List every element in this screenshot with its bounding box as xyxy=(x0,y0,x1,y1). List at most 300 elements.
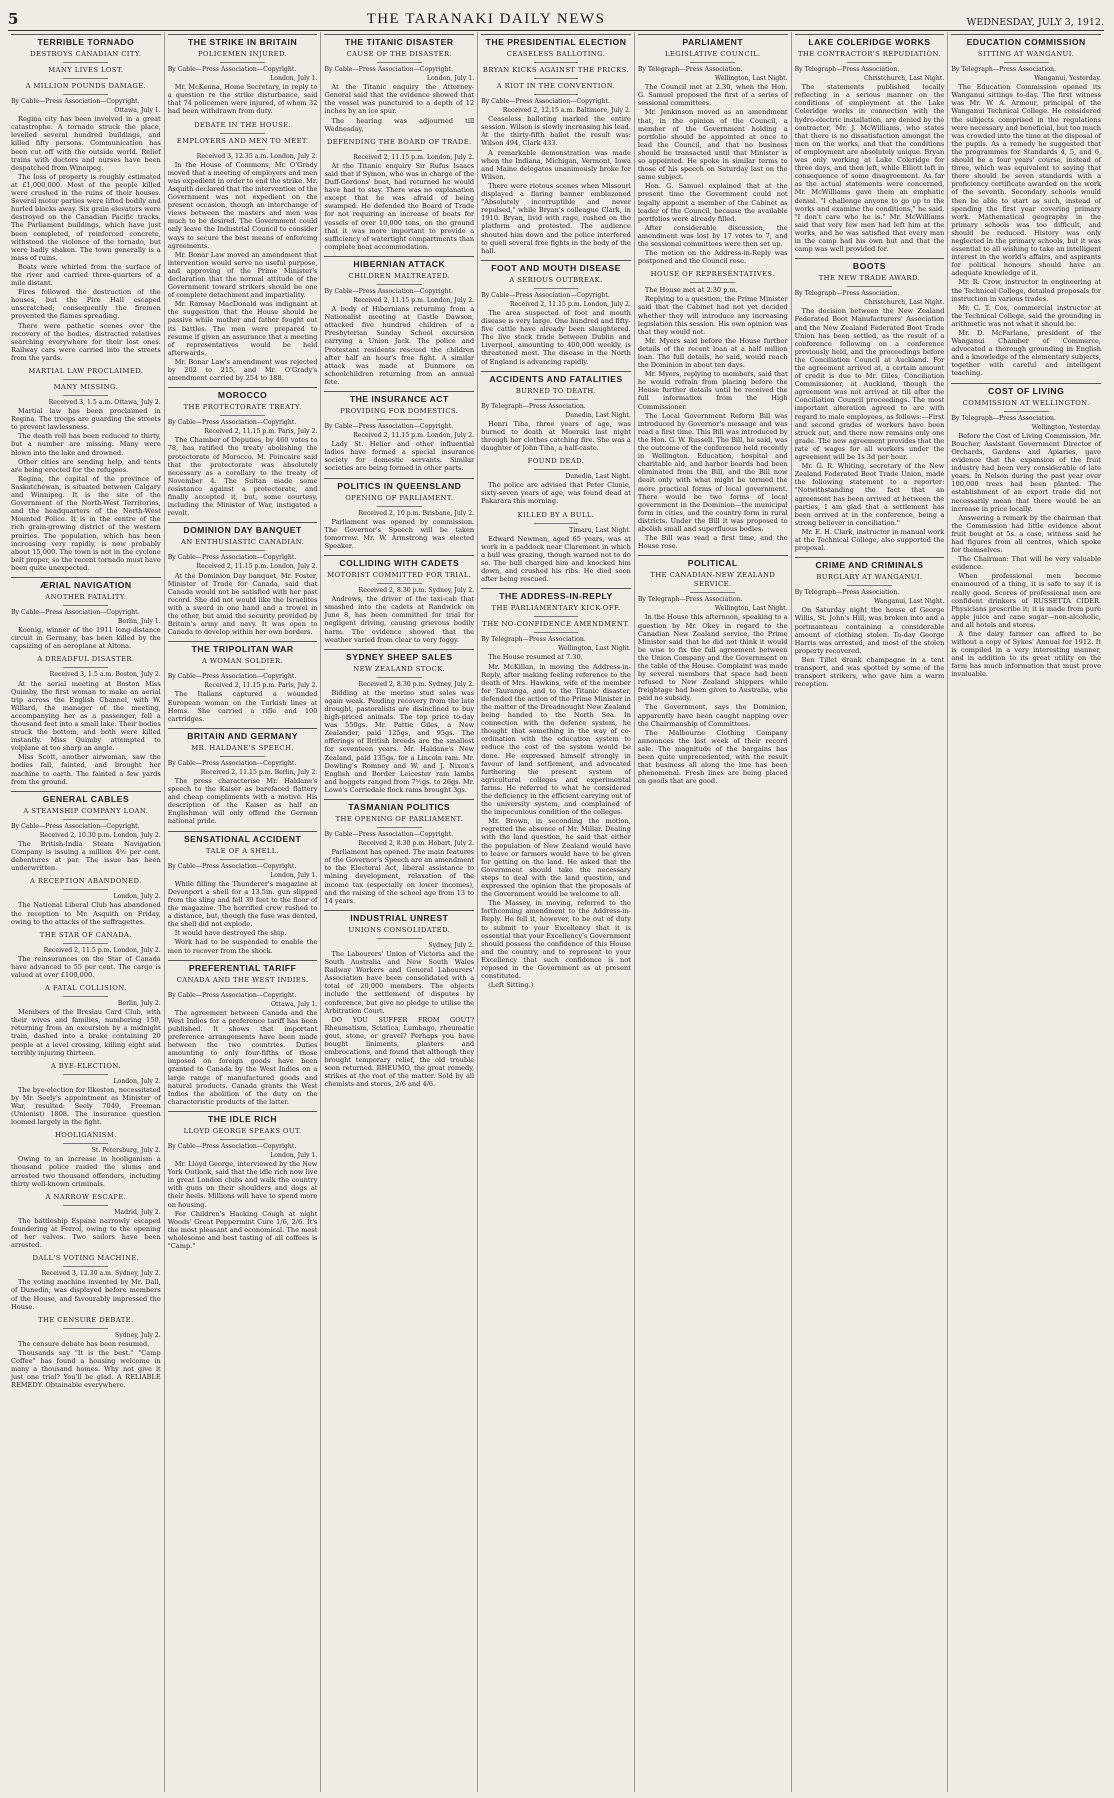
article-paragraph: Miss Scott, another airwoman, saw the bodies fall, fainted, and brought her machine to earth. The fainted a few yards from the ground. xyxy=(11,753,161,786)
article-credit: By Cable—Press Association—Copyright. xyxy=(324,287,454,295)
article xyxy=(795,258,945,552)
article-body xyxy=(324,518,474,550)
article xyxy=(11,655,161,785)
article-credit: By Cable—Press Association—Copyright. xyxy=(324,831,454,838)
article-subheading: MANY LIVES LOST. xyxy=(48,66,124,74)
article-paragraph: Parliament was opened by commission. The Governor's Speech will be taken tomorrow. Mr. W. Armstrong was elected Speaker. xyxy=(324,517,475,550)
column xyxy=(8,32,165,1792)
article xyxy=(11,1062,161,1127)
article-subheading: BRYAN KICKS AGAINST THE PRICKS. xyxy=(482,66,630,74)
article-credit: By Telegraph—Press Association. xyxy=(637,596,743,604)
sub-rule xyxy=(690,592,735,593)
article-dateline: Received 2, 11.5 p.m. London, July 2. xyxy=(43,946,161,954)
article-paragraph: The Chairman: That will be very valuable evidence. xyxy=(951,555,1102,572)
article-headline: ACCIDENTS AND FATALITIES xyxy=(489,373,623,384)
article-paragraph: Mr. G. R. Whiting, secretary of the New Zealand Federated Boot Trade Union, made the following statement to a reporter: "Notwithstanding the fact that an agreement has been arrived at between the parties, I am glad that a settlement has been arrived at in the conference, being a strong believer in conciliation." xyxy=(794,462,945,527)
article-body xyxy=(324,83,474,133)
column-rule xyxy=(951,34,1101,35)
article-paragraph: At the Dominion Day banquet, Mr. Foster, Minister of Trade for Canada, said that Canada would not be satisfied with her past record. She did not would like the Israelites with a sword in one hand and a trowel in the other, but amid the security provided by Britain's army and navy. It was open to Canada to develop within her own borders. xyxy=(167,571,318,637)
article-paragraph: When professional men become enamoured of a thing, it is safe to say it is really good. Scores of professional men are confident drinkers of RUSSETTA CIDER. Physicians prescribe it; it is made from pure apple juice and cane sugar—non-alcoholic, and all hotels and stores. xyxy=(951,572,1102,629)
article xyxy=(951,383,1101,679)
article-paragraph: The Massey, in moving, referred to the forthcoming amendment to the Address-in-Reply. He fell it, however, to be out of duty to submit to your Excellency that it is essential that your Excellency's Government should possess the confidence of this House and the country, and to represent to your Excellency that such confidence is not reposed in the Government as at present constituted. xyxy=(481,899,631,981)
article-headline: THE TRIPOLITAN WAR xyxy=(191,644,294,655)
article-paragraph: The death roll has been reduced to thirty, but a number are missing. Many were blown into the lake and drowned. xyxy=(11,432,161,457)
sub-rule xyxy=(63,605,108,606)
sub-rule xyxy=(63,78,108,79)
sub-rule xyxy=(377,827,422,828)
article-subheading: CAUSE OF THE DISASTER. xyxy=(346,50,453,58)
sub-rule xyxy=(534,632,579,633)
article-headline: SENSATIONAL ACCIDENT xyxy=(183,833,302,844)
article-headline: TASMANIAN POLITICS xyxy=(348,802,451,812)
article-dateline: Received 2, 8.30 p.m. Sydney, July 2. xyxy=(358,587,475,595)
article-body xyxy=(168,1009,318,1106)
article-body xyxy=(324,305,474,386)
article-paragraph: Regina, the capital of the province of Saskatchewan, is situated between Calgary and Winnipeg. It is the site of the Government of the North-West Territories, and the headquarters of the North-West Mounted Police. It is in the centre of the rich grain-growing district of the western prairies. The population, which has been increasing very rapidly, is now probably about 15,000. The town is not in the cyclone belt proper, so the recent tornado must have been quite unexpected. xyxy=(11,474,161,572)
article-subheading: THE NO-CONFIDENCE AMENDMENT. xyxy=(482,620,630,629)
sub-rule xyxy=(377,506,422,507)
article-paragraph: The Bill was read a first time, and the House rose. xyxy=(637,534,788,551)
article-subheading: THE OPENING OF PARLIAMENT. xyxy=(335,815,463,823)
article-paragraph: Replying to a question, the Prime Minister said that the Cabinet had not yet decided whether they will introduce any increasing legislation this session. His own opinion was that they would not. xyxy=(637,295,788,336)
sub-rule xyxy=(534,288,579,289)
article-paragraph: Bidding at the merino stud sales was again weak. Pending recovery from the late drought, pastoralists are disinclined to buy high-priced animals. The top price to-day was 550gs. Mr. Pattie Giles, a New Zealander, paid 125gs, and 95gs. The offerings of British breeds are the smallest for seventeen years. Mr. Haldane's New Zealand, paid 135gs. for a Lincoln ram. Mr. Dowling's Romney and W. and J. Nixon's English and Border Leicester ram lambs and hoggets ranged from 7½gs. to 26gs. Mr. Lowe's Corriedale flock rams brought 3gs. xyxy=(324,688,475,794)
article-paragraph: In the House of Commons, Mr. O'Grady moved that a meeting of employers and men was expedient in order to end the strike. Mr. Asquith declared that the intervention of the Government was not expedient on the present occasion, though an interchange of views between the masters and men was much to be desired. The Government could only leave the Industrial Council to consider ways to secure the best means of enforcing agreements. xyxy=(167,160,318,250)
column-rule xyxy=(481,371,631,372)
sub-rule xyxy=(63,395,108,396)
article xyxy=(11,1316,161,1390)
column-rule xyxy=(168,522,318,523)
sub-rule xyxy=(63,1328,108,1329)
article-dateline: Wellington, Last Night. xyxy=(714,605,788,613)
article-paragraph: Martial law has been proclaimed in Regina. The troops are guarding the streets to prevent lawlessness. xyxy=(11,407,161,432)
article-headline: DOMINION DAY BANQUET xyxy=(183,525,302,536)
article-paragraph: The agreement between Canada and the West Indies for a preference tariff has been published. It shows that important preference arrangements have been made between the two countries. Duties amounting to only four-fifths of those imposed on foreign goods have been granted to Canada by the West Indies on a large range of manufactured goods and natural products. Canada grants the West Indies the abolition of the duty on the characteristic products of the latter. xyxy=(167,1008,318,1106)
article-headline: LAKE COLERIDGE WORKS xyxy=(808,37,931,47)
article xyxy=(324,799,474,905)
article xyxy=(324,910,474,1089)
article-headline: EDUCATION COMMISSION xyxy=(966,37,1086,47)
article-subheading: NEW ZEALAND STOCK. xyxy=(353,664,446,673)
masthead xyxy=(8,6,1104,31)
article-body xyxy=(168,777,318,826)
article-paragraph: The bye-election for Ilkeston, necessitated by Mr. Seely's appointment as Minister of War, resulted: Seely 7049, Freeman (Unionist) 1808. The insurance question loomed largely in the fight. xyxy=(11,1085,161,1127)
article-paragraph: The House met at 2.30 p.m. xyxy=(644,286,738,295)
article-paragraph: At the aerial meeting at Boston Miss Quimby, the first woman to make an aerial trip across the English Channel, with W. Willard, the manager of the meeting, accompanying her as a passenger, fell a thousand feet into a small lake. Their bodies struck the bottom, and both were killed instantly. Miss Quimby attempted to volplane at too sharp an angle. xyxy=(11,679,161,753)
article-paragraph: The Italians captured a wounded European woman on the Turkish lines at Homs. She carried a rifle and 100 cartridges. xyxy=(167,690,318,723)
article xyxy=(795,34,945,253)
article-subheading: HOUSE OF REPRESENTATIVES. xyxy=(650,270,775,279)
article-credit: By Cable—Press Association—Copyright. xyxy=(11,822,140,830)
article-paragraph: Fires followed the destruction of the houses, but the Fire Hall escaped unscratched; consequently the firemen prevented the flames spreading. xyxy=(11,288,161,321)
article-body xyxy=(481,535,631,584)
article-headline: SYDNEY SHEEP SALES xyxy=(346,651,453,662)
sub-rule xyxy=(534,78,579,79)
article-subheading: DEFENDING THE BOARD OF TRADE. xyxy=(326,137,472,146)
column-rule xyxy=(168,831,318,832)
article-paragraph: Mr. E. H. Clark, instructor in manual work at the Technical College, also supported the proposal. xyxy=(794,527,945,553)
column-rule xyxy=(168,728,318,729)
article-subheading: ANOTHER FATALITY. xyxy=(45,592,127,601)
article-body xyxy=(11,840,161,872)
article-dateline: London, July 1. xyxy=(270,75,318,83)
article-subheading: A DREADFUL DISASTER. xyxy=(37,655,135,664)
article xyxy=(795,557,945,688)
article-subheading: A RIOT IN THE CONVENTION. xyxy=(496,82,616,90)
article xyxy=(168,121,318,383)
article-subheading: MR. HALDANE'S SPEECH. xyxy=(191,743,294,752)
article-subheading: THE PARLIAMENTARY KICK-OFF. xyxy=(491,604,621,613)
article-headline: ÆRIAL NAVIGATION xyxy=(40,579,132,590)
article-subheading: BURGLARY AT WANGANUI. xyxy=(816,573,923,582)
article-dateline: Received 3, 1.5 a.m. Ottawa, July 2. xyxy=(48,399,161,406)
article-paragraph: The press characterise Mr. Haldane's speech to the Kaiser as barefaced flattery and cheap compliments with a motive. His description of the Kaiser as half an Englishman will only offend the German national pride. xyxy=(167,777,318,826)
article-paragraph: The Malbourne Clothing Company announces the last week of their record sale. The magnitude of the bargains has been quite unprecedented, with the result that business all along the line has been phenomenal. Fresh lines are being placed on goods that are good. xyxy=(637,728,788,786)
column-rule xyxy=(324,649,474,650)
article xyxy=(11,1131,161,1187)
article-paragraph: The Chamber of Deputies, by 460 votes to 78, has ratified the treaty abolishing the protectorate of Morocco. M. Poincaire said that the protectorate was absolutely necessary as a corollary to the treaty of November 4. The Sultan made some resistance against a protectorate, and finally accepted it, but, some courtesy, including the Minister of War, instigated a revolt. xyxy=(167,436,318,518)
article-subheading: MANY MISSING. xyxy=(53,383,119,391)
article-subheading: AN ENTHUSIASTIC CANADIAN. xyxy=(180,538,305,547)
article-paragraph: The voting machine invented by Mr. Dall, of Dunedin, was displayed before members of the House, and favourably impressed the House. xyxy=(11,1278,161,1311)
article xyxy=(168,387,318,517)
article-credit: By Cable—Press Association—Copyright. xyxy=(481,98,610,105)
article-subheading: A MILLION POUNDS DAMAGE. xyxy=(25,82,147,90)
article-paragraph: Mr. R. Crow, instructor in engineering at the Technical College, detailed proposals for instruction in various trades. xyxy=(951,278,1102,303)
article-paragraph: Mr. Jenkinson moved as an amendment that, in the opinion of the Council, a member of the Government holding a portfolio should be appointed at once to lead the Council, and that no business should be transacted until that Minister is so appointed. He spoke in similar terms to those of his speech on Saturday last on the same subject. xyxy=(637,108,788,182)
sub-rule xyxy=(220,62,265,63)
sub-rule xyxy=(220,415,265,416)
article-subheading: CHILDREN MALTREATED. xyxy=(348,271,451,280)
article-headline: BOOTS xyxy=(852,261,886,272)
article-credit: By Cable—Press Association—Copyright. xyxy=(167,673,297,681)
column-rule xyxy=(481,260,631,261)
article-paragraph: The reinsurances on the Star of Canada have advanced to 55 per cent. The cargo is valued at over £100,000. xyxy=(11,954,161,979)
article xyxy=(324,391,474,473)
article xyxy=(481,260,631,366)
article-paragraph: Hon. G. Samuel explained that at the present time the Government could not legally appoint a member of the Cabinet as leader of the Council, because the available portfolios were already filled. xyxy=(637,182,788,223)
column xyxy=(165,32,322,1792)
article xyxy=(324,138,474,251)
column-rule xyxy=(795,557,945,558)
article-paragraph: Mr. Lloyd George, interviewed by the New York Outlook, said that the idle rich now live in great London clubs and walk the country with guns on their shoulders and dogs at their heels. Millions will have to spend more on housing. xyxy=(167,1160,318,1209)
article-subheading: OPENING OF PARLIAMENT. xyxy=(345,493,454,502)
article-body xyxy=(324,689,474,794)
article-dateline: London, July 1. xyxy=(426,75,475,83)
article-paragraph: Lady St. Helier and other influential ladies have formed a special insurance society for domestic servants. Similar societies are being formed in other parts. xyxy=(324,440,475,473)
column-rule xyxy=(951,383,1101,384)
article-paragraph: Parliament has opened. The main features of the Governor's Speech are an amendment to the Electoral Act, liberal assistance to mining development, relaxation of the income tax (especially on lower incomes), and the raising of the school age from 13 to 14 years. xyxy=(324,848,475,905)
sub-rule xyxy=(220,550,265,551)
column xyxy=(321,32,478,1792)
article-paragraph: On Saturday night the house of George Willis, St. John's Hill, was broken into and a portmanteau containing a considerable amount of clothing stolen. To-day George Harris was arrested, and most of the stolen property recovered. xyxy=(794,606,945,655)
article-credit: By Cable—Press Association—Copyright. xyxy=(167,419,297,427)
article-paragraph: Mr. McKillan, in moving the Address-in-Reply, after making feeling reference to the death of Mrs. Hawkins, wife of the member for Tauranga, and to the Titanic disaster, defended the action of the Prime Minister in the matter of the Dreadnought New Zealand being handed to the North Sea. In connection with the defence system, he thought that something in the way of co-ordination with the education system to reduce the cost of the system would be done. He expressed himself strongly in favour of land settlement, and advocated furthering the present system of agricultural colleges and experimental farms. He referred to what he considered the deficiency in the efficient carrying out of the university system, and complained of the impecunious condition of the colleges. xyxy=(481,662,631,817)
article-credit: By Cable—Press Association—Copyright. xyxy=(167,554,297,562)
sub-rule xyxy=(534,469,579,470)
article-subheading: POLICEMEN INJURED. xyxy=(197,50,288,58)
article-dateline: Christchurch, Last Night. xyxy=(863,75,945,83)
article-dateline: Wanganui, Last Night. xyxy=(874,598,945,606)
article-subheading: A SERIOUS OUTBREAK. xyxy=(509,275,603,284)
sub-rule xyxy=(377,419,422,420)
article xyxy=(168,728,318,826)
article-paragraph: The area suspected of foot and mouth disease is very large. One hundred and fifty-five cattle have already been slaughtered. The live stock trade between Dublin and Liverpool, amounting to 400,000 weekly, is threatened most. The disease in the North of England is advancing rapidly. xyxy=(481,308,631,366)
article-dateline: Wanganui, Yesterday. xyxy=(1034,75,1102,83)
article-headline: POLITICS IN QUEENSLAND xyxy=(337,480,462,491)
article-paragraph: Before the Cost of Living Commission, Mr. Boucher, Assistant Government Director of Orchards, Gardens and Apiaries, gave evidence that the expansion of the fruit industry had been very considerable of late years. In Nelson during the past year over 100,000 trees had been planted. The establishment of an export trade did not necessarily mean that there would be an increase in price locally. xyxy=(951,431,1102,513)
article-headline: THE INSURANCE ACT xyxy=(349,394,449,404)
column-rule xyxy=(481,34,631,35)
article-body xyxy=(481,115,631,255)
article-subheading: THE NEW TRADE AWARD. xyxy=(818,274,921,283)
article-credit: By Cable—Press Association—Copyright. xyxy=(167,1142,297,1150)
article-dateline: Received 2, 11.15 p.m. London, July 2. xyxy=(509,300,631,308)
article-subheading: A RECEPTION ABANDONED. xyxy=(30,877,142,886)
article-body xyxy=(795,606,945,688)
sub-rule xyxy=(534,94,579,95)
article-dateline: Dunedin, Last Night. xyxy=(565,411,631,419)
issue-date: WEDNESDAY, JULY 3, 1912. xyxy=(966,17,1104,28)
article-body xyxy=(11,1340,161,1390)
article-paragraph: There were pathetic scenes over the recovery of the bodies, distracted relatives searching everywhere for their lost ones. Railway cars were carried into the streets from the yards. xyxy=(11,321,161,362)
article-dateline: Received 2, 11.15 p.m. Paris, July 2. xyxy=(204,428,318,436)
article-credit: By Telegraph—Press Association. xyxy=(637,66,743,73)
article-headline: COLLIDING WITH CADETS xyxy=(339,558,460,569)
article-subheading: FOUND DEAD. xyxy=(527,457,585,466)
article xyxy=(11,1254,161,1310)
article-paragraph: A body of Hibernians returning from a Nationalist meeting at Castle Dawson, attacked five hundred children of a Presbyterian Sunday School excursion carrying a Union Jack. The police and Protestant residents rescued the children after half an hour's free fight. A similar attack was made at Dunmore on schoolchildren returning from an annual fete. xyxy=(324,305,475,386)
article-paragraph: For Children's Hacking Cough at night Woods' Great Peppermint Cure 1/6, 2/6. It's the most pleasant and economical. The most wholesome and best tasting of all coffees is "Camp." xyxy=(167,1209,318,1251)
article-paragraph: The National Liberal Club has abandoned the reception to Mr. Asquith on Friday, owing to the attacks of the suffragettes. xyxy=(11,901,161,926)
article-paragraph: The police are advised that Peter Clunie, sixty-seven years of age, was found dead at Pakarara this morning. xyxy=(481,481,631,506)
article-headline: PARLIAMENT xyxy=(682,37,744,47)
sub-rule xyxy=(534,523,579,524)
article-body xyxy=(11,680,161,786)
article-subheading: KILLED BY A BULL. xyxy=(517,510,595,519)
article xyxy=(168,831,318,955)
article-subheading: A BYE-ELECTION. xyxy=(50,1061,121,1070)
article xyxy=(481,511,631,584)
article-headline: THE TITANIC DISASTER xyxy=(344,37,454,47)
article-body xyxy=(481,481,631,505)
article-subheading: SITTING AT WANGANUI. xyxy=(977,50,1075,58)
article-body xyxy=(481,653,631,989)
article-subheading: UNIONS CONSOLIDATED. xyxy=(348,925,451,934)
article-dateline: Ottawa, July 1. xyxy=(114,107,161,115)
article-body xyxy=(11,955,161,979)
article xyxy=(481,371,631,453)
sub-rule xyxy=(63,62,108,63)
article-paragraph: (Left Sitting.) xyxy=(488,981,534,990)
article-paragraph: Henri Tiha, three years of age, was burned to death at Moeraki last night through her clothes catching fire. She was a daughter of John Tiha, a half-caste. xyxy=(481,419,631,453)
article-body xyxy=(481,309,631,366)
article-subheading: THE CENSURE DEBATE. xyxy=(38,1315,134,1324)
article-paragraph: The Education Commission opened its Wanganui sittings to-day. The first witness was Mr. W. A. Armour, principal of the Wanganui Technical College. He considered the subjects comprised in the regulations were necessary and beneficial, but too much was crowded into the time at the disposal of the pupils. As a remedy he suggested that the programmes for Standards 4, 5, and 6, should be a four years' course, instead of three, which was equivalent to saying that there should be seven standards with a proficiency certificate awarded on the work of the seventh. Secondary schools would then be able to start as such, instead of spending the first year covering primary work. Mathematical geography in the primary schools was too difficult, and should be reduced. History was only neglected in the primary schools, but it was essential to all wishing to take an intelligent interest in the world's affairs, and aspirants for political honours should have an adequate knowledge of it. xyxy=(951,83,1102,278)
article-headline: THE IDLE RICH xyxy=(208,1113,278,1124)
article-subheading: THE STAR OF CANADA. xyxy=(39,930,132,939)
sub-rule xyxy=(220,756,265,757)
article-dateline: Received 2, 12.15 a.m. Baltimore, July 2. xyxy=(502,107,631,115)
sub-rule xyxy=(220,859,265,860)
sub-rule xyxy=(63,996,108,997)
article-paragraph: The Labourers' Union of Victoria and the South Australia and New South Wales Railway Workers and General Labourers' Association have been consolidated with a total of 20,000 members. The objects include the settlement of disputes by conference, but give no pledge to utilise the Arbitration Court. xyxy=(324,949,475,1015)
article-dateline: Berlin, July 1. xyxy=(117,618,161,626)
article-paragraph: Ben Tillet drank champagne in a tent transport, and was spotted by some of the transport strikers, who gave him a warm reception. xyxy=(794,655,945,689)
column-rule xyxy=(168,34,318,35)
article-paragraph: Mr. D. McFarlane, president of the Wanganui Chamber of Commerce, advocated a thorough grounding in English and a knowledge of the elementary subjects, together with careful and intelligent teaching. xyxy=(951,329,1102,378)
article-paragraph: A remarkable demonstration was made when the Indiana, Michigan, Vermont, Iowa and Maine delegates unanimously broke for Wilson. xyxy=(481,148,631,181)
article-body xyxy=(324,162,474,251)
article-subheading: LLOYD GEORGE SPEAKS OUT. xyxy=(183,1126,302,1135)
article-paragraph: The House resumed at 7.30. xyxy=(488,653,583,662)
article-headline: POLITICAL xyxy=(687,558,738,569)
article-paragraph: Edward Newman, aged 65 years, was at work in a paddock near Claremont in which a bull was grazing, though warned not to do so. The bull charged him and knocked him down, and crushed his ribs. He died soon after being rescued. xyxy=(481,534,631,584)
page-number: 5 xyxy=(8,10,19,28)
article-paragraph: At the Titanic enquiry the Attorney-General said that the evidence showed that the vessel was punctured to a depth of 12 inches by an ice spur. xyxy=(324,83,475,116)
article-headline: COST OF LIVING xyxy=(988,385,1065,396)
article-credit: By Telegraph—Press Association. xyxy=(794,66,900,73)
sub-rule xyxy=(377,677,422,678)
sub-rule xyxy=(377,62,422,63)
article-paragraph: The Council met at 2.30, when the Hon. G. Samuel proposed the first of a series of sessional committees. xyxy=(637,83,788,108)
column-rule xyxy=(638,34,788,35)
article-dateline: Dunedin, Last Night. xyxy=(565,473,631,481)
article xyxy=(11,931,161,979)
article-subheading: EMPLOYERS AND MEN TO MEET. xyxy=(176,136,309,145)
column-rule xyxy=(324,910,474,911)
article-headline: CRIME AND CRIMINALS xyxy=(815,560,924,571)
article-paragraph: Ceaseless balloting marked the entire session. Wilson is slowly increasing his lead. At the thirty-fifth ballot the result was: Wilson 494, Clark 433. xyxy=(481,115,631,148)
article xyxy=(638,270,788,550)
column-rule xyxy=(638,555,788,556)
article xyxy=(11,791,161,873)
article-credit: By Cable—Press Association—Copyright. xyxy=(11,608,140,616)
sub-rule xyxy=(63,943,108,944)
article-subheading: A STEAMSHIP COMPANY LOAN. xyxy=(23,806,149,815)
article xyxy=(168,34,318,116)
article-headline: PREFERENTIAL TARIFF xyxy=(188,962,297,973)
article-body xyxy=(324,595,474,644)
article-body xyxy=(481,420,631,452)
article-headline: HIBERNIAN ATTACK xyxy=(353,258,446,269)
article-dateline: Received 2, 11.15 p.m. London, July 2. xyxy=(196,563,318,571)
article-credit: By Telegraph—Press Association. xyxy=(951,414,1056,422)
sub-rule xyxy=(220,133,265,134)
article-paragraph: Mr. McKenna, Home Secretary, in reply to a question re the strike disturbance, said that 74 policemen were injured, of whom 32 had been withdrawn from duty. xyxy=(167,83,318,116)
article-dateline: Received 2, 11.15 p.m. Berlin, July 2. xyxy=(200,768,318,776)
article-subheading: BURNED TO DEATH. xyxy=(515,386,597,395)
article-dateline: Received 3, 12.30 a.m. Sydney, July 2. xyxy=(41,1270,161,1278)
sub-rule xyxy=(1004,62,1049,63)
article-paragraph: The motion on the Address-in-Reply was postponed and the Council rose. xyxy=(637,249,788,266)
article-body xyxy=(638,83,788,265)
article-credit: By Cable—Press Association—Copyright. xyxy=(167,759,297,767)
sub-rule xyxy=(63,1266,108,1267)
article-dateline: London, July 1. xyxy=(270,1152,318,1159)
article-subheading: CANADA AND THE WEST INDIES. xyxy=(176,975,309,984)
column xyxy=(478,32,635,1792)
article-paragraph: The battleship Espana narrowly escaped foundering at Ferrol, owing to the opening of her valves. Two sailors have been arrested. xyxy=(11,1216,161,1250)
article xyxy=(638,555,788,785)
article-credit: By Telegraph—Press Association. xyxy=(794,290,900,298)
sub-rule xyxy=(63,379,108,380)
column-rule xyxy=(11,791,161,792)
article-body xyxy=(795,307,945,552)
column-rule xyxy=(324,256,474,257)
article-subheading: PROVIDING FOR DOMESTICS. xyxy=(340,407,459,415)
article-paragraph: A fine dairy farmer can afford to be without a copy of Sykes' Annual for 1912. It is compiled in a very interesting manner, and in addition to its great utility on the farm has much information that must prove invaluable. xyxy=(951,630,1102,679)
article-body xyxy=(11,1086,161,1126)
article xyxy=(11,984,161,1057)
article-body xyxy=(168,572,318,637)
column-rule xyxy=(168,960,318,961)
article-body xyxy=(951,83,1101,377)
column-rule xyxy=(168,387,318,388)
article-dateline: Wellington, Last Night. xyxy=(558,645,631,653)
article-credit: By Telegraph—Press Association. xyxy=(951,66,1056,73)
article-headline: TERRIBLE TORNADO xyxy=(37,37,135,47)
column-rule xyxy=(324,478,474,479)
article-subheading: DALL'S VOTING MACHINE. xyxy=(32,1254,140,1263)
article xyxy=(168,641,318,723)
article-dateline: Berlin, July 2. xyxy=(117,1000,161,1008)
article xyxy=(11,877,161,925)
article-paragraph: At the Titanic enquiry Sir Rufus Isaacs said that if Symon, who was in charge of the Duff-Gordons' boat, had returned he would have had to stay. There was no explanation except that he was afraid of being swamped. He defended the Board of Trade for not requiring an increase of boats for vessels of over 10,000 tons, on the ground that it was more important to provide a sufficiency of watertight compartments than complete boat accommodation. xyxy=(324,161,475,251)
article-paragraph: Mr. Bonar Law's amendment was rejected by 202 to 215, and Mr. O'Grady's amendment carried by 254 to 188. xyxy=(167,357,318,383)
article-subheading: THE CONTRACTOR'S REPUDIATION. xyxy=(797,50,941,58)
article-dateline: Received 3, 1.5 a.m. Boston, July 2. xyxy=(49,671,161,679)
article-dateline: Received 2, 11.15 p.m. London, July 2. xyxy=(353,153,475,161)
article xyxy=(324,256,474,386)
article-credit: By Cable—Press Association—Copyright. xyxy=(11,98,140,105)
article xyxy=(11,1193,161,1249)
article-body xyxy=(795,83,945,253)
sub-rule xyxy=(63,1143,108,1144)
article-paragraph: The censure debate has been resumed. xyxy=(18,1339,150,1348)
column-rule xyxy=(11,34,161,35)
column-rule xyxy=(324,799,474,800)
article-headline: THE STRIKE IN BRITAIN xyxy=(187,37,298,47)
article-body xyxy=(11,626,161,650)
article-credit: By Cable—Press Association—Copyright. xyxy=(167,991,297,999)
article-dateline: Ottawa, July 1. xyxy=(270,1000,318,1008)
article xyxy=(638,34,788,265)
article-paragraph: Work had to be suspended to enable the men to recover from the shock. xyxy=(167,938,318,955)
article-dateline: London, July 2. xyxy=(113,893,161,901)
article-paragraph: It would have destroyed the ship. xyxy=(174,929,287,938)
column-rule xyxy=(11,577,161,578)
columns xyxy=(8,32,1104,1792)
article-headline: THE PRESIDENTIAL ELECTION xyxy=(485,37,627,47)
article-subheading: THE PROTECTORATE TREATY. xyxy=(183,403,302,412)
article-paragraph: Mr. Myers, replying to members, said that he would refrain from placing before the House further details until he received the full information from the High Commissioner. xyxy=(637,370,788,411)
sub-rule xyxy=(220,988,265,989)
article-body xyxy=(11,115,161,362)
article-subheading: A WOMAN SOLDIER. xyxy=(202,657,284,666)
article xyxy=(951,34,1101,378)
article-paragraph: The loss of property is roughly estimated at £1,000,000. Most of the people killed were crushed in the ruins of their houses. Several motor parties were lifted bodily and hurled blocks away. Six grain elevators were destroyed on the Canadian Pacific tracks. The Parliament buildings, which have just been completed, of reinforced concrete, withstood the violence of the tornado, but were badly shaken. The town generally is a mass of ruins. xyxy=(11,172,161,262)
article-body xyxy=(11,1278,161,1310)
sub-rule xyxy=(847,585,892,586)
article-credit: By Cable—Press Association—Copyright. xyxy=(324,66,454,73)
article-subheading: CEASELESS BALLOTING. xyxy=(506,50,606,58)
article-headline: INDUSTRIAL UNREST xyxy=(350,912,449,923)
article xyxy=(11,34,161,362)
article-dateline: London, July 2. xyxy=(113,1077,161,1085)
article-body xyxy=(324,848,474,905)
article-dateline: Received 2, 8.30 p.m. Hobart, July 2. xyxy=(358,840,475,848)
